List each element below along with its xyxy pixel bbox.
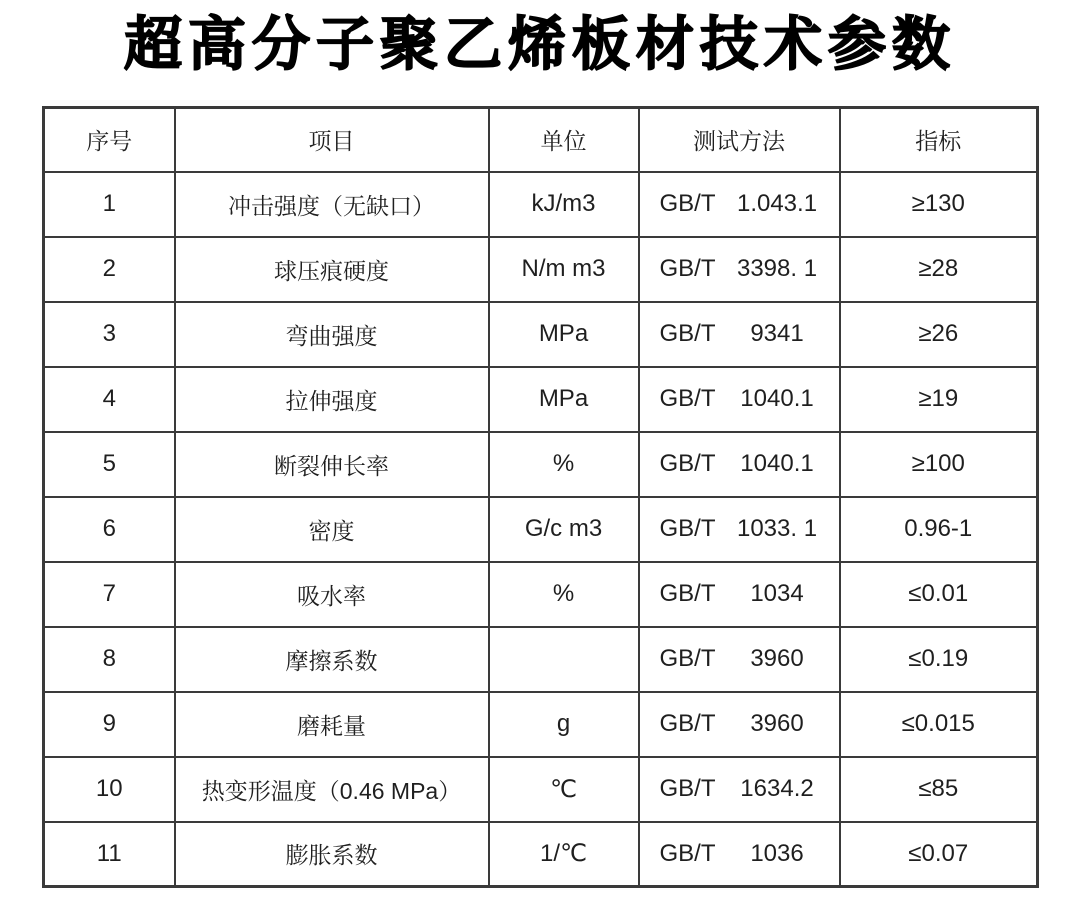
spec-item: 膨胀系数: [175, 822, 489, 887]
row-no: 6: [44, 497, 175, 562]
test-method-number: 1040.1: [740, 385, 814, 412]
test-method-standard: GB/T: [659, 320, 716, 347]
row-no: 2: [44, 237, 175, 302]
spec-item: 弯曲强度: [175, 302, 489, 367]
header-value: 指标: [840, 108, 1038, 172]
test-method: [639, 562, 840, 627]
spec-item: 密度: [175, 497, 489, 562]
row-no: 10: [44, 757, 175, 822]
spec-value: ≤0.07: [840, 822, 1038, 887]
spec-unit: %: [489, 562, 639, 627]
spec-unit: 1/℃: [489, 822, 639, 887]
row-no: 7: [44, 562, 175, 627]
test-method-wrap: [640, 515, 839, 543]
test-method-standard: GB/T: [659, 515, 716, 542]
test-method-standard: GB/T: [659, 645, 716, 672]
header-unit: 单位: [489, 108, 639, 172]
table-row: [44, 237, 1038, 302]
spec-unit: [489, 627, 639, 692]
test-method-wrap: [640, 320, 839, 348]
test-method-standard: GB/T: [659, 255, 716, 282]
page-title: 超高分子聚乙烯板材技术参数: [123, 12, 956, 77]
test-method: [639, 822, 840, 887]
test-method-number: 1033. 1: [736, 515, 818, 542]
test-method-wrap: [640, 255, 839, 283]
table-row: [44, 302, 1038, 367]
test-method-wrap: [640, 190, 839, 218]
test-method: [639, 497, 840, 562]
spec-value: ≥26: [840, 302, 1038, 367]
spec-item: 磨耗量: [175, 692, 489, 757]
test-method-standard: GB/T: [659, 710, 716, 737]
test-method-standard: GB/T: [659, 580, 716, 607]
test-method-number: 3398. 1: [736, 255, 818, 282]
test-method-number: 3960: [750, 645, 804, 672]
test-method-standard: GB/T: [659, 839, 716, 867]
spec-value: ≤85: [840, 757, 1038, 822]
spec-item: 摩擦系数: [175, 627, 489, 692]
spec-item: 热变形温度（0.46 MPa）: [175, 757, 489, 822]
test-method: [639, 692, 840, 757]
spec-value: 0.96-1: [840, 497, 1038, 562]
row-no: 4: [44, 367, 175, 432]
table-row: [44, 562, 1038, 627]
spec-value: ≥130: [840, 172, 1038, 237]
spec-unit: kJ/m3: [489, 172, 639, 237]
spec-unit: MPa: [489, 367, 639, 432]
table-row: [44, 627, 1038, 692]
spec-value: ≥19: [840, 367, 1038, 432]
spec-table: [42, 106, 1039, 888]
spec-item: 断裂伸长率: [175, 432, 489, 497]
test-method-number: 9341: [750, 320, 804, 347]
spec-unit: G/c m3: [489, 497, 639, 562]
header-method: 测试方法: [639, 108, 840, 172]
test-method-wrap: [640, 645, 839, 673]
test-method: [639, 757, 840, 822]
test-method-wrap: [640, 840, 839, 868]
row-no: 8: [44, 627, 175, 692]
spec-unit: g: [489, 692, 639, 757]
table-row: [44, 692, 1038, 757]
table-row: [44, 822, 1038, 887]
spec-unit: MPa: [489, 302, 639, 367]
spec-value: ≤0.01: [840, 562, 1038, 627]
spec-item: 拉伸强度: [175, 367, 489, 432]
test-method-number: 1.043.1: [736, 190, 818, 217]
spec-value: ≥28: [840, 237, 1038, 302]
header-row: [44, 108, 1038, 172]
row-no: 1: [44, 172, 175, 237]
test-method-standard: GB/T: [659, 385, 716, 412]
spec-item: 冲击强度（无缺口）: [175, 172, 489, 237]
test-method-standard: GB/T: [659, 190, 716, 217]
test-method-number: 1634.2: [740, 775, 814, 802]
test-method: [639, 367, 840, 432]
spec-value: ≥100: [840, 432, 1038, 497]
test-method-wrap: [640, 710, 839, 738]
spec-item: 吸水率: [175, 562, 489, 627]
test-method: [639, 172, 840, 237]
test-method-number: 1034: [750, 580, 804, 607]
test-method: [639, 627, 840, 692]
header-item: 项目: [175, 108, 489, 172]
header-no: 序号: [44, 108, 175, 172]
test-method-wrap: [640, 580, 839, 608]
spec-unit: N/m m3: [489, 237, 639, 302]
spec-item: 球压痕硬度: [175, 237, 489, 302]
table-row: [44, 172, 1038, 237]
table-row: [44, 367, 1038, 432]
test-method-wrap: [640, 385, 839, 413]
spec-table-body: [44, 172, 1038, 887]
test-method-number: 1036: [750, 839, 804, 867]
row-no: 3: [44, 302, 175, 367]
test-method-standard: GB/T: [659, 775, 716, 802]
table-row: [44, 497, 1038, 562]
test-method-wrap: [640, 450, 839, 478]
test-method-number: 3960: [750, 710, 804, 737]
row-no: 5: [44, 432, 175, 497]
spec-value: ≤0.19: [840, 627, 1038, 692]
spec-unit: ℃: [489, 757, 639, 822]
test-method-standard: GB/T: [659, 450, 716, 477]
table-row: [44, 757, 1038, 822]
test-method-number: 1040.1: [740, 450, 814, 477]
test-method: [639, 432, 840, 497]
test-method: [639, 302, 840, 367]
test-method: [639, 237, 840, 302]
test-method-wrap: [640, 775, 839, 803]
table-row: [44, 432, 1038, 497]
spec-value: ≤0.015: [840, 692, 1038, 757]
spec-table-header: [44, 108, 1038, 172]
spec-unit: %: [489, 432, 639, 497]
row-no: 9: [44, 692, 175, 757]
row-no: 11: [44, 822, 175, 887]
